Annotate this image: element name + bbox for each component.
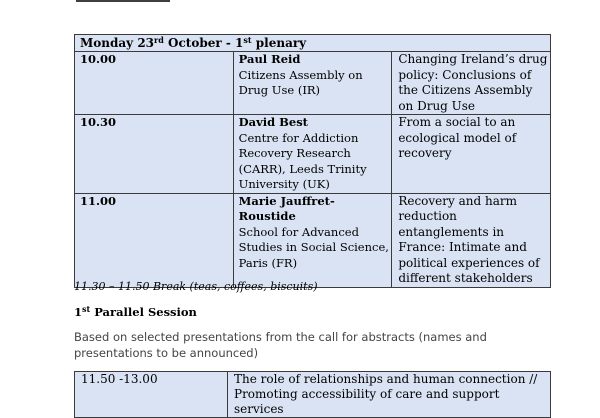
table-row: [75, 115, 551, 194]
parallel-session-note: Based on selected presentations from the call for abstracts (names and presentations to be announced): [74, 330, 487, 360]
speaker-cell: [233, 115, 392, 194]
table-row: [75, 193, 551, 287]
parallel-session-heading: 1st Parallel Session: [74, 304, 197, 319]
speaker-name: David Best: [238, 115, 308, 129]
topic-cell: Recovery and harm reduction entanglements in France: Intimate and political experiences of different stakeholders: [392, 193, 551, 287]
session-topic-line: Promoting accessibility of care and support services: [234, 387, 500, 416]
time-cell: 10.00: [75, 52, 234, 115]
break-text: 11.30 – 11.50 Break (teas, coffees, biscuits): [74, 280, 318, 293]
speaker-name: Marie Jauffret-Roustide: [238, 193, 335, 223]
time-cell: 11.00: [75, 193, 234, 287]
plenary-programme-table: [74, 34, 551, 288]
speaker-affiliation: Citizens Assembly on Drug Use (IR): [238, 67, 363, 97]
session-time-cell: 11.50 -13.00: [75, 372, 228, 418]
table-row: [75, 372, 551, 418]
speaker-name: Paul Reid: [238, 52, 301, 66]
time-cell: 10.30: [75, 115, 234, 194]
top-rule: [76, 0, 170, 2]
session-topic-cell: [228, 372, 551, 418]
parallel-session-table: [74, 371, 551, 418]
speaker-cell: [233, 193, 392, 287]
speaker-affiliation: School for Advanced Studies in Social Science, Paris (FR): [238, 224, 389, 270]
topic-cell: From a social to an ecological model of recovery: [392, 115, 551, 194]
topic-cell: Changing Ireland’s drug policy: Conclusions of the Citizens Assembly on Drug Use: [392, 52, 551, 115]
table-header-row: [75, 35, 551, 52]
plenary-title: Monday 23rd October - 1st plenary: [75, 35, 551, 52]
table-row: [75, 52, 551, 115]
session-topic-line: The role of relationships and human connection //: [234, 372, 538, 386]
speaker-cell: [233, 52, 392, 115]
speaker-affiliation: Centre for Addiction Recovery Research (CARR), Leeds Trinity University (UK): [238, 130, 367, 191]
